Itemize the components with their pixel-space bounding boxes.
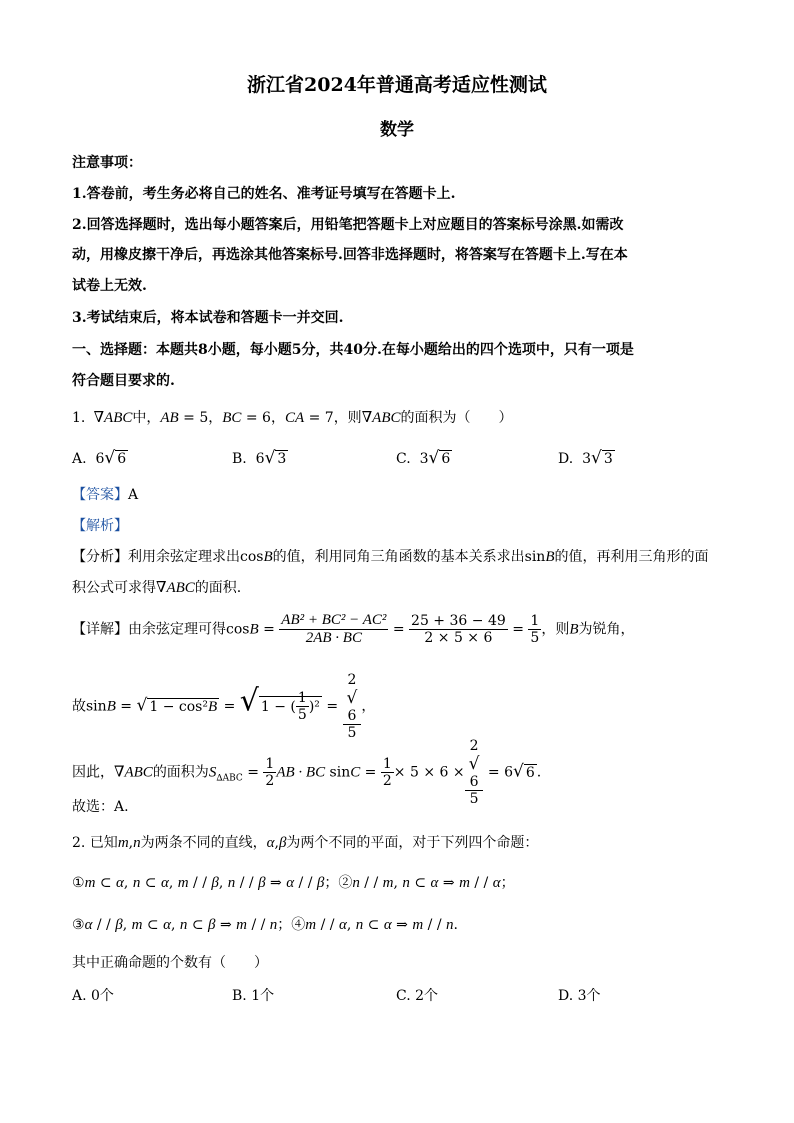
- subject-title: 数学: [380, 120, 414, 140]
- notice-line: 3.考试结束后，将本试卷和答题卡一并交回.: [72, 310, 344, 326]
- question-2-propositions: ③α / / β, m ⊂ α, n ⊂ β ⇒ m / / n；④m / / α, n ⊂ α ⇒ m / / n.: [72, 917, 458, 933]
- question-number: 1.: [72, 410, 86, 426]
- notice-line: 动，用橡皮擦干净后，再选涂其他答案标号.回答非选择题时，将答案写在答题卡上.写在本: [72, 247, 628, 263]
- section-heading: 一、选择题：本题共8小题，每小题5分，共40分.在每小题给出的四个选项中，只有一项是: [72, 342, 634, 358]
- detail-cos-formula: 【详解】由余弦定理可得cosB = $\frac{\text{AB² + BC² − AC²}}{2AB \cdot BC}$ = $\frac{25 + 36 - 49}{2 \times 5 \times 6}$ = $\frac{1}{5}$ ，则B为锐角，: [72, 612, 635, 646]
- question-2-ask: 其中正确命题的个数有（ ）: [72, 955, 268, 971]
- detail-area-formula: 因此，∇ABC的面积为$S_{\Delta ABC}$ = $\frac{1}{2}$ AB · BC sinC = $\frac{1}{2}$ × 5 × 6 × 2 √ 6 5 = 6√ 6 .: [72, 738, 542, 807]
- notice-line: 2.回答选择题时，选出每小题答案后，用铅笔把答题卡上对应题目的答案标号涂黑.如需改: [72, 217, 624, 233]
- question-2-option-a[interactable]: A. 0个: [72, 988, 114, 1004]
- notice-line: 试卷上无效.: [72, 278, 147, 294]
- answer-line: 【答案】A: [72, 487, 139, 503]
- question-2-option-c[interactable]: C. 2个: [396, 988, 439, 1004]
- analysis-text: 积公式可求得∇ABC的面积.: [72, 580, 242, 596]
- analysis-text: 【分析】利用余弦定理求出cosB的值，利用同角三角函数的基本关系求出sinB的值，再利用三角形的面: [72, 549, 709, 565]
- question-2-stem: 2. 已知m,n为两条不同的直线，α,β为两个不同的平面，对于下列四个命题：: [72, 835, 539, 851]
- analysis-label: 【解析】: [72, 518, 128, 534]
- notice-line: 1.答卷前，考生务必将自己的姓名、准考证号填写在答题卡上.: [72, 186, 456, 202]
- question-1-stem: 1. ∇ABC中，AB = 5，BC = 6，CA = 7，则∇ABC的面积为（ ）: [72, 410, 513, 426]
- question-2-option-d[interactable]: D. 3个: [558, 988, 601, 1004]
- detail-sin-formula: 故sinB = √ 1 − cos²B = √ 1 − ( $\frac{1}{5}$ )² = 2 √ 6 5 ，: [72, 672, 376, 741]
- notice-heading: 注意事项：: [72, 155, 142, 171]
- exam-title: 浙江省2024年普通高考适应性测试: [247, 74, 547, 96]
- question-1-option-d[interactable]: D. 3√ 3: [558, 448, 613, 468]
- section-heading: 符合题目要求的.: [72, 373, 175, 389]
- question-2-propositions: ①m ⊂ α, n ⊂ α, m / / β, n / / β ⇒ α / / β；②n / / m, n ⊂ α ⇒ m / / α；: [72, 875, 515, 891]
- question-1-option-a[interactable]: A. 6√ 6: [72, 448, 127, 468]
- question-2-option-b[interactable]: B. 1个: [232, 988, 275, 1004]
- choose-line: 故选：A.: [72, 799, 129, 815]
- question-1-option-c[interactable]: C. 3√ 6: [396, 448, 451, 468]
- question-1-option-b[interactable]: B. 6√ 3: [232, 448, 287, 468]
